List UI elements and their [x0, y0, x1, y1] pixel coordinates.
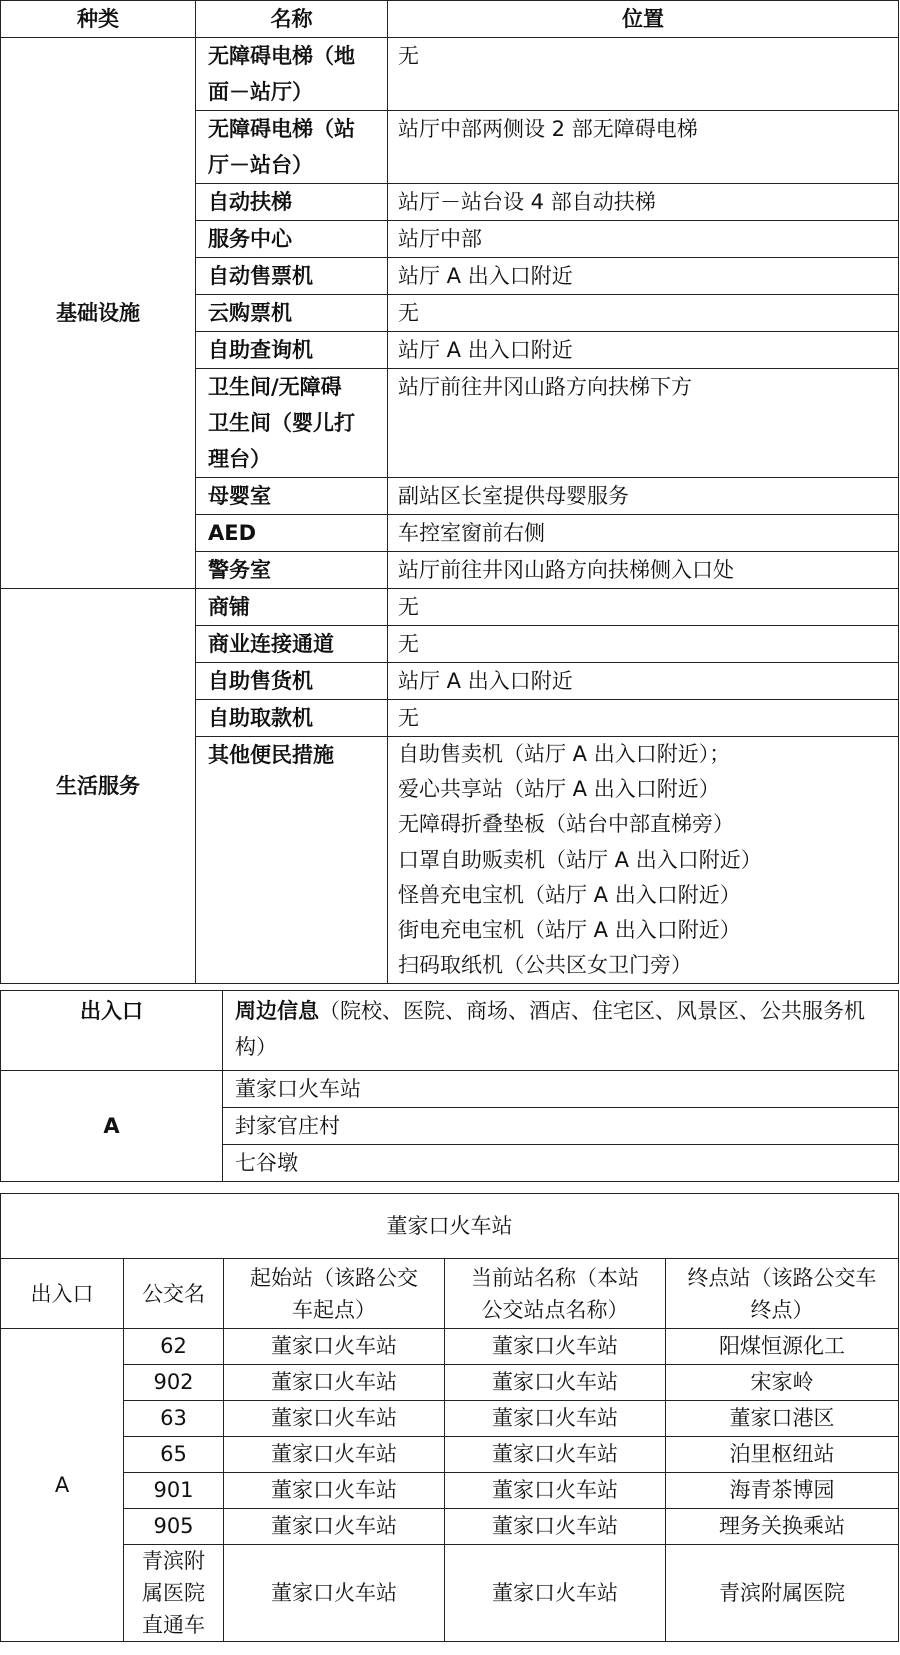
surroundings-place: 七谷墩 — [223, 1145, 899, 1182]
bus-start: 董家口火车站 — [224, 1545, 445, 1642]
facility-name — [196, 663, 388, 700]
bus-header-route: 公交名 — [124, 1259, 224, 1329]
bus-start: 董家口火车站 — [224, 1329, 445, 1365]
surroundings-place: 董家口火车站 — [223, 1071, 899, 1108]
bus-gate: A — [1, 1329, 124, 1642]
facility-location: 副站区长室提供母婴服务 — [388, 478, 899, 515]
bus-route-line: 属医院 — [142, 1581, 205, 1605]
bus-row — [1, 1365, 899, 1401]
bus-start: 董家口火车站 — [224, 1509, 445, 1545]
facility-name — [196, 552, 388, 589]
facility-name-line: 卫生间（婴儿打 — [208, 411, 355, 435]
facility-name-line: 自助售货机 — [208, 669, 313, 693]
header-category: 种类 — [1, 1, 196, 38]
bus-header-current-line2: 公交站点名称） — [481, 1297, 629, 1322]
facility-name-line: 无障碍电梯（站 — [208, 117, 355, 141]
bus-end: 理务关换乘站 — [666, 1509, 899, 1545]
surroundings-place: 封家官庄村 — [223, 1108, 899, 1145]
facility-name-line: 自助查询机 — [208, 338, 313, 362]
facility-location: 站厅中部两侧设 2 部无障碍电梯 — [388, 111, 899, 184]
bus-end: 宋家岭 — [666, 1365, 899, 1401]
category-cell: 基础设施 — [1, 38, 196, 589]
facility-name-line: 自动扶梯 — [208, 190, 292, 214]
facility-location: 站厅前往井冈山路方向扶梯下方 — [388, 369, 899, 478]
surroundings-header-gate: 出入口 — [1, 991, 223, 1071]
bus-end: 海青茶博园 — [666, 1473, 899, 1509]
surroundings-header-info — [223, 991, 899, 1071]
bus-route: 902 — [124, 1365, 224, 1401]
facility-name-line: 母婴室 — [208, 484, 271, 508]
facility-name-line: 商业连接通道 — [208, 632, 334, 656]
bus-end: 青滨附属医院 — [666, 1545, 899, 1642]
surroundings-header-info-bold: 周边信息 — [235, 999, 319, 1023]
bus-header-end-line1: 终点站（该路公交车 — [687, 1265, 877, 1290]
bus-route: 65 — [124, 1437, 224, 1473]
facility-location-line: 自助售卖机（站厅 A 出入口附近）； — [398, 742, 731, 766]
facility-location-line: 怪兽充电宝机（站厅 A 出入口附近） — [398, 882, 741, 907]
bus-header-end-line2: 终点） — [750, 1297, 814, 1322]
surroundings-header-row — [1, 991, 899, 1071]
bus-header-start — [224, 1259, 445, 1329]
bus-start: 董家口火车站 — [224, 1437, 445, 1473]
facility-name-line: 卫生间/无障碍 — [208, 375, 342, 399]
facility-name-line: 其他便民措施 — [208, 743, 334, 767]
facility-location-line: 扫码取纸机（公共区女卫门旁） — [398, 953, 692, 978]
facility-name-line: 面－站厅） — [208, 80, 313, 104]
bus-current: 董家口火车站 — [445, 1509, 666, 1545]
bus-start: 董家口火车站 — [224, 1473, 445, 1509]
bus-row — [1, 1329, 899, 1365]
header-location: 位置 — [388, 1, 899, 38]
facility-name-line: 服务中心 — [208, 227, 292, 251]
facility-name — [196, 737, 388, 984]
facility-location: 无 — [388, 626, 899, 663]
facility-name — [196, 295, 388, 332]
facility-location: 站厅－站台设 4 部自动扶梯 — [388, 184, 899, 221]
bus-table-title: 董家口火车站 — [1, 1194, 899, 1259]
bus-header-gate: 出入口 — [1, 1259, 124, 1329]
bus-route-line: 直通车 — [142, 1613, 205, 1637]
facility-location: 无 — [388, 589, 899, 626]
facility-row — [1, 589, 899, 626]
bus-current: 董家口火车站 — [445, 1401, 666, 1437]
bus-route-line: 青滨附 — [142, 1549, 205, 1573]
facility-name — [196, 184, 388, 221]
facility-name — [196, 111, 388, 184]
bus-route: 63 — [124, 1401, 224, 1437]
bus-current: 董家口火车站 — [445, 1437, 666, 1473]
bus-route — [124, 1545, 224, 1642]
category-cell: 生活服务 — [1, 589, 196, 984]
bus-header-start-line1: 起始站（该路公交 — [250, 1265, 418, 1290]
facility-name — [196, 369, 388, 478]
facility-location: 站厅 A 出入口附近 — [388, 332, 899, 369]
surroundings-gate: A — [1, 1071, 223, 1182]
facility-location: 车控室窗前右侧 — [388, 515, 899, 552]
bus-row — [1, 1437, 899, 1473]
bus-row — [1, 1545, 899, 1642]
bus-start: 董家口火车站 — [224, 1365, 445, 1401]
facilities-header-row — [1, 1, 899, 38]
bus-header-current — [445, 1259, 666, 1329]
facility-location-line: 街电充电宝机（站厅 A 出入口附近） — [398, 918, 741, 943]
surroundings-header-info-line1: （院校、医院、商场、酒店、住宅区、风景区、公共服务机 — [319, 999, 865, 1023]
facility-name-line: 警务室 — [208, 558, 271, 582]
facility-location-line: 爱心共享站（站厅 A 出入口附近） — [398, 777, 720, 802]
bus-row — [1, 1473, 899, 1509]
bus-end: 阳煤恒源化工 — [666, 1329, 899, 1365]
bus-route: 901 — [124, 1473, 224, 1509]
facility-name-line: 云购票机 — [208, 301, 292, 325]
bus-header-current-line1: 当前站名称（本站 — [471, 1265, 639, 1290]
facility-name — [196, 38, 388, 111]
facility-name — [196, 332, 388, 369]
facility-location: 站厅 A 出入口附近 — [388, 258, 899, 295]
facility-location — [388, 737, 899, 984]
facility-name-line: 理台） — [208, 447, 271, 471]
facility-name-line: 商铺 — [208, 595, 250, 619]
bus-current: 董家口火车站 — [445, 1545, 666, 1642]
facility-name — [196, 258, 388, 295]
bus-end: 泊里枢纽站 — [666, 1437, 899, 1473]
facility-name — [196, 626, 388, 663]
facility-name-line: 自动售票机 — [208, 264, 313, 288]
header-name: 名称 — [196, 1, 388, 38]
bus-row — [1, 1401, 899, 1437]
facility-name-line: 自助取款机 — [208, 706, 313, 730]
facility-name-line: 无障碍电梯（地 — [208, 44, 355, 68]
bus-start: 董家口火车站 — [224, 1401, 445, 1437]
bus-header-start-line2: 车起点） — [292, 1297, 376, 1322]
surroundings-header-info-line2: 构） — [235, 1035, 277, 1059]
facility-location: 无 — [388, 295, 899, 332]
facility-location: 无 — [388, 38, 899, 111]
facility-location: 站厅前往井冈山路方向扶梯侧入口处 — [388, 552, 899, 589]
bus-current: 董家口火车站 — [445, 1473, 666, 1509]
facility-name — [196, 589, 388, 626]
facility-name — [196, 515, 388, 552]
bus-current: 董家口火车站 — [445, 1365, 666, 1401]
bus-row — [1, 1509, 899, 1545]
surroundings-table — [0, 990, 899, 1182]
facility-name-line: AED — [208, 521, 257, 545]
facility-name — [196, 478, 388, 515]
facility-row — [1, 38, 899, 111]
facility-name — [196, 700, 388, 737]
bus-route: 905 — [124, 1509, 224, 1545]
bus-current: 董家口火车站 — [445, 1329, 666, 1365]
facility-location: 站厅 A 出入口附近 — [388, 663, 899, 700]
facility-location: 站厅中部 — [388, 221, 899, 258]
facility-location-line: 无障碍折叠垫板（站台中部直梯旁） — [398, 812, 734, 837]
bus-header-end — [666, 1259, 899, 1329]
facility-location-line: 口罩自助贩卖机（站厅 A 出入口附近） — [398, 847, 762, 872]
facility-name — [196, 221, 388, 258]
bus-route: 62 — [124, 1329, 224, 1365]
bus-table — [0, 1193, 899, 1642]
facility-location: 无 — [388, 700, 899, 737]
facility-name-line: 厅－站台） — [208, 153, 313, 177]
bus-end: 董家口港区 — [666, 1401, 899, 1437]
